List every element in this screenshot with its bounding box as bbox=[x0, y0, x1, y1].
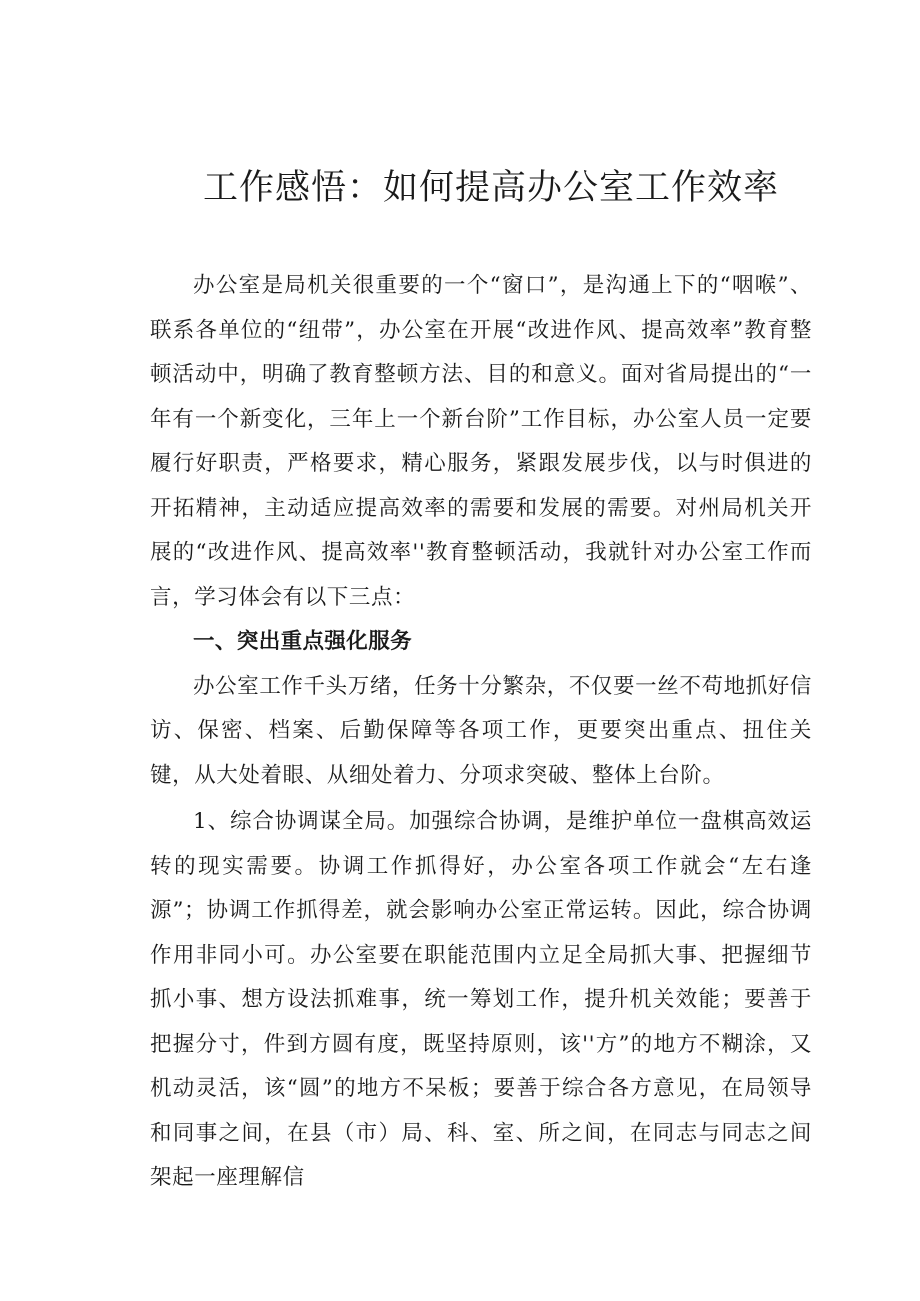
section-heading: 一、突出重点强化服务 bbox=[193, 629, 413, 654]
section-paragraph: 办公室工作千头万绪，任务十分繁杂，不仅要一丝不苟地抓好信访、保密、档案、后勤保障等各项工作，更要突出重点、扭住关键，从大处着眼、从细处着力、分项求突破、整体上台阶。 bbox=[150, 673, 812, 788]
subsection-paragraph: 1、综合协调谋全局。加强综合协调，是维护单位一盘棋高效运转的现实需要。协调工作抓得好，办公室各项工作就会“左右逢源”；协调工作抓得差，就会影响办公室正常运转。因此，综合协调作用非同小可。办公室要在职能范围内立足全局抓大事、把握细节抓小事、想方设法抓难事，统一筹划工作，提升机关效能；要善于把握分寸，件到方圆有度，既坚持原则，该''方”的地方不糊涂，又机动灵活，该“圆”的地方不呆板；要善于综合各方意见，在局领导和同事之间，在县（市）局、科、室、所之间，在同志与同志之间架起一座理解信 bbox=[150, 809, 812, 1190]
document-body bbox=[150, 264, 812, 1201]
intro-paragraph: 办公室是局机关很重要的一个“窗口”，是沟通上下的“咽喉”、联系各单位的“纽带”，办公室在开展“改进作风、提高效率”教育整顿活动中，明确了教育整顿方法、目的和意义。面对省局提出的“一年有一个新变化，三年上一个新台阶”工作目标，办公室人员一定要履行好职责，严格要求，精心服务，紧跟发展步伐，以与时俱进的开拓精神，主动适应提高效率的需要和发展的需要。对州局机关开展的“改进作风、提高效率''教育整顿活动，我就针对办公室工作而言，学习体会有以下三点： bbox=[150, 273, 812, 610]
document-title: 工作感悟：如何提高办公室工作效率 bbox=[202, 168, 779, 208]
